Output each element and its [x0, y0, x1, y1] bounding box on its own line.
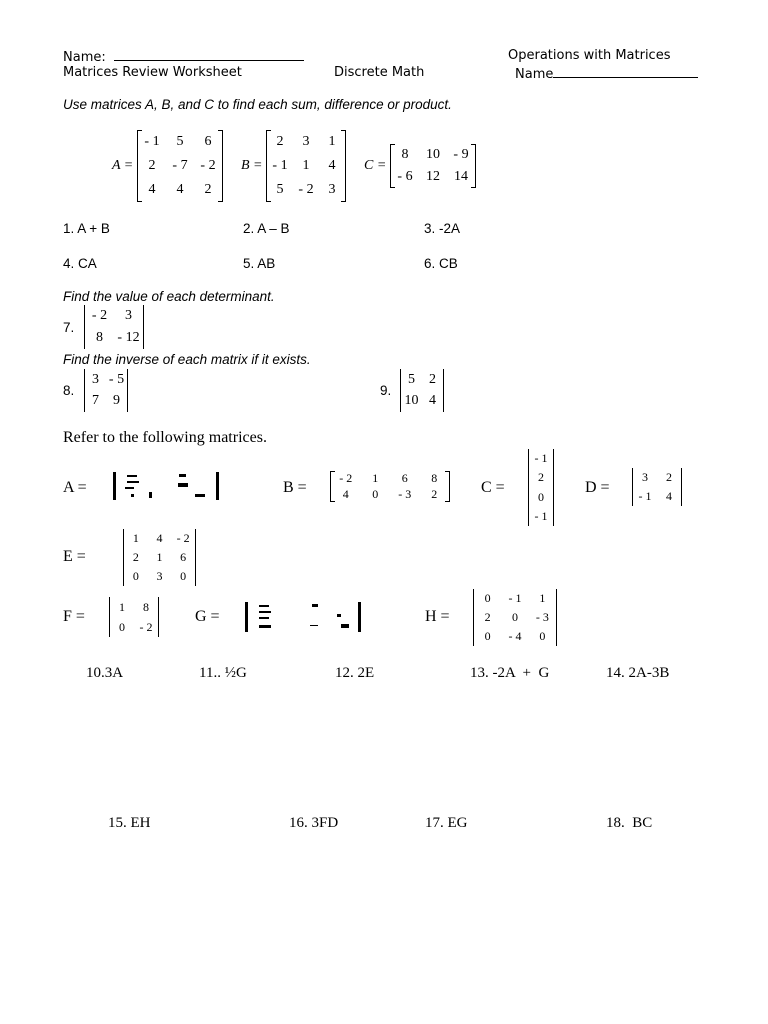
problem-14: 14. 2A-3B — [606, 665, 670, 681]
matrix-b2-label: B = — [283, 479, 307, 496]
matrix-cell: 1 — [539, 591, 546, 605]
right-name-label: Name — [515, 67, 554, 82]
matrix-cell: - 12 — [117, 330, 140, 345]
matrix-cell: - 2 — [200, 158, 216, 173]
matrix-a-label: A = — [112, 158, 134, 173]
matrix-cell: 7 — [92, 393, 99, 409]
matrix-cell: 5 — [408, 371, 415, 387]
matrix-cell: 0 — [539, 629, 546, 643]
determinant-7 — [84, 305, 144, 349]
name-label: Name: — [63, 50, 106, 65]
matrix-c-label: C = — [364, 158, 387, 173]
matrix-cell: 2 — [538, 470, 544, 485]
problem-5: 5. AB — [243, 256, 276, 271]
matrix-c — [390, 144, 476, 188]
matrix-cell: 4 — [156, 531, 163, 545]
matrix-cell: 4 — [176, 182, 184, 197]
matrix-cell: - 9 — [453, 147, 469, 162]
matrix-cell: - 7 — [172, 158, 188, 173]
matrix-cell: - 3 — [535, 610, 549, 624]
right-name-blank[interactable] — [553, 65, 698, 78]
matrix-f-label: F = — [63, 608, 85, 625]
matrix-9 — [400, 369, 444, 412]
matrix-cell: 1 — [132, 531, 139, 545]
matrix-cell: 2 — [484, 610, 491, 624]
problem-12: 12. 2E — [335, 665, 375, 681]
matrix-g-label: G = — [195, 608, 220, 625]
matrix-cell: - 1 — [534, 451, 548, 466]
matrix-cell: 0 — [484, 629, 491, 643]
matrix-cell: - 2 — [339, 471, 353, 486]
matrix-cell: 3 — [92, 371, 99, 387]
matrix-b — [266, 130, 346, 202]
name-line — [63, 48, 304, 65]
matrix-cell: - 1 — [638, 489, 652, 503]
matrix-a — [137, 130, 223, 202]
matrix-cell: - 5 — [108, 371, 125, 387]
problem-8-number: 8. — [63, 383, 75, 398]
problem-16: 16. 3FD — [289, 815, 339, 831]
problem-4: 4. CA — [63, 256, 97, 271]
matrix-cell: 2 — [431, 486, 438, 501]
matrix-cell: 10 — [426, 147, 440, 162]
name-blank[interactable] — [114, 48, 304, 61]
matrix-cell: 8 — [431, 471, 438, 486]
matrix-a2-label: A = — [63, 479, 87, 496]
matrix-cell: - 1 — [272, 158, 288, 173]
problem-7-number: 7. — [63, 320, 75, 335]
instruction-inverse: Find the inverse of each matrix if it exists. — [63, 352, 311, 367]
matrix-cell: 10 — [404, 393, 419, 409]
matrix-cell: 6 — [401, 471, 408, 486]
problem-18: 18. BC — [606, 815, 653, 831]
matrix-cell: 12 — [426, 169, 440, 184]
matrix-cell: 2 — [148, 158, 156, 173]
matrix-cell: 1 — [372, 471, 379, 486]
matrix-cell: - 2 — [139, 619, 153, 634]
matrix-c2 — [528, 449, 554, 526]
subject: Discrete Math — [334, 65, 425, 80]
matrix-cell: 4 — [666, 489, 672, 503]
matrix-cell: 0 — [538, 489, 544, 504]
matrix-cell: 3 — [328, 182, 336, 197]
problem-6: 6. CB — [424, 256, 458, 271]
matrix-cell: 5 — [176, 134, 184, 149]
problem-10: 10.3A — [86, 665, 124, 681]
matrix-e — [123, 529, 196, 586]
matrix-cell: 4 — [429, 393, 436, 409]
matrix-cell: - 4 — [508, 629, 522, 643]
matrix-cell: - 1 — [534, 508, 548, 523]
problem-17: 17. EG — [425, 815, 468, 831]
matrix-cell: 4 — [148, 182, 156, 197]
section-heading: Refer to the following matrices. — [63, 429, 267, 446]
matrix-cell: 14 — [454, 169, 468, 184]
matrix-b2 — [330, 471, 450, 502]
problem-13: 13. -2A + G — [470, 665, 550, 681]
matrix-cell: 3 — [156, 569, 163, 583]
matrix-8 — [84, 369, 128, 412]
matrix-d-label: D = — [585, 479, 610, 496]
matrix-cell: 8 — [96, 330, 103, 345]
matrix-a2-garbled — [113, 470, 219, 502]
matrix-g-garbled — [245, 601, 361, 633]
matrix-cell: 1 — [156, 550, 163, 564]
problem-2: 2. A – B — [243, 221, 290, 236]
matrix-c2-label: C = — [481, 479, 505, 496]
matrix-h — [473, 589, 557, 646]
matrix-cell: - 1 — [144, 134, 160, 149]
matrix-cell: 4 — [342, 486, 349, 501]
matrix-cell: 6 — [180, 550, 187, 564]
matrix-cell: 9 — [113, 393, 120, 409]
matrix-d — [632, 468, 682, 506]
right-title: Operations with Matrices — [508, 48, 671, 63]
problem-15: 15. EH — [108, 815, 151, 831]
matrix-cell: 1 — [328, 134, 336, 149]
matrix-cell: 0 — [132, 569, 139, 583]
matrix-cell: 8 — [401, 147, 409, 162]
matrix-cell: 2 — [429, 371, 436, 387]
matrix-cell: 5 — [276, 182, 284, 197]
right-name-line — [515, 65, 698, 82]
matrix-cell: - 3 — [398, 486, 412, 501]
matrix-cell: 1 — [119, 599, 125, 614]
instruction-part1: Use matrices A, B, and C to find each sum, difference or product. — [63, 97, 452, 112]
matrix-b-label: B = — [241, 158, 263, 173]
matrix-cell: 0 — [180, 569, 187, 583]
matrix-cell: - 2 — [298, 182, 314, 197]
matrix-cell: - 1 — [508, 591, 522, 605]
matrix-f — [109, 597, 159, 637]
matrix-cell: 0 — [484, 591, 491, 605]
matrix-cell: 0 — [511, 610, 518, 624]
matrix-cell: 8 — [143, 599, 149, 614]
instruction-determinant: Find the value of each determinant. — [63, 289, 275, 304]
matrix-cell: 2 — [132, 550, 139, 564]
matrix-cell: 6 — [204, 134, 212, 149]
matrix-cell: 1 — [302, 158, 310, 173]
matrix-cell: 3 — [642, 470, 648, 484]
matrix-cell: - 6 — [397, 169, 413, 184]
matrix-h-label: H = — [425, 608, 450, 625]
matrix-cell: 0 — [119, 619, 125, 634]
matrix-cell: 3 — [125, 308, 132, 323]
matrix-cell: - 2 — [176, 531, 190, 545]
problem-1: 1. A + B — [63, 221, 110, 236]
worksheet-title: Matrices Review Worksheet — [63, 65, 242, 80]
matrix-cell: 4 — [328, 158, 336, 173]
matrix-e-label: E = — [63, 548, 86, 565]
matrix-cell: - 2 — [91, 308, 108, 323]
problem-3: 3. -2A — [424, 221, 461, 236]
matrix-cell: 0 — [372, 486, 379, 501]
matrix-cell: 2 — [276, 134, 284, 149]
matrix-cell: 2 — [204, 182, 212, 197]
matrix-cell: 3 — [302, 134, 310, 149]
problem-9-number: 9. — [380, 383, 392, 398]
matrix-cell: 2 — [666, 470, 672, 484]
problem-11: 11.. ½G — [199, 665, 247, 681]
